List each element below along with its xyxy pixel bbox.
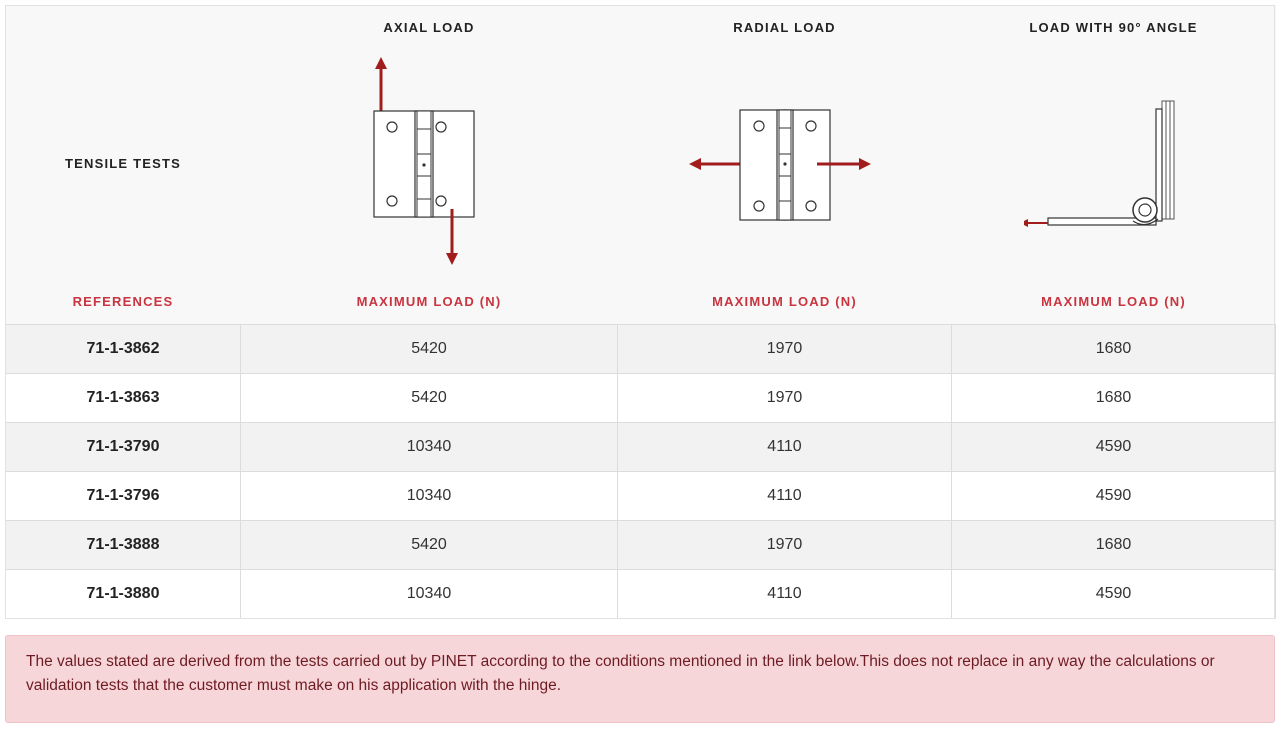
- axial-load-cell: 10340: [241, 423, 618, 472]
- reference-cell: 71-1-3880: [6, 570, 241, 619]
- angle-load-cell: 4590: [952, 472, 1276, 521]
- max-load-label-angle: MAXIMUM LOAD (N): [952, 279, 1276, 325]
- table-row: [6, 521, 1276, 570]
- table-row: [6, 325, 1276, 374]
- load-table: [5, 5, 1276, 619]
- max-load-label-axial: MAXIMUM LOAD (N): [241, 279, 618, 325]
- reference-cell: 71-1-3888: [6, 521, 241, 570]
- radial-load-cell: 4110: [618, 570, 952, 619]
- axial-load-cell: 5420: [241, 521, 618, 570]
- header-90-angle-load: LOAD WITH 90° ANGLE: [952, 5, 1276, 49]
- table-row: [6, 374, 1276, 423]
- header-axial-load: AXIAL LOAD: [241, 5, 618, 49]
- table-row: [6, 570, 1276, 619]
- axial-load-cell: 10340: [241, 472, 618, 521]
- angle-load-cell: 4590: [952, 570, 1276, 619]
- angle-load-cell: 1680: [952, 521, 1276, 570]
- radial-load-cell: 4110: [618, 472, 952, 521]
- disclaimer-text: The values stated are derived from the tests carried out by PINET according to the conditions mentioned in the link below.This does not replace in any way the calculations or validation tests that the customer must make on his application with the hinge.: [26, 653, 1215, 694]
- table-row: [6, 472, 1276, 521]
- reference-cell: 71-1-3863: [6, 374, 241, 423]
- angle-load-cell: 1680: [952, 374, 1276, 423]
- header-empty: [6, 5, 241, 49]
- hinge-90-degree-load-diagram-icon: [1024, 49, 1204, 279]
- axial-load-cell: 5420: [241, 374, 618, 423]
- axial-load-cell: 10340: [241, 570, 618, 619]
- tensile-tests-label-cell: [6, 49, 241, 279]
- reference-cell: 71-1-3862: [6, 325, 241, 374]
- angle-load-cell: 4590: [952, 423, 1276, 472]
- disclaimer-alert: [5, 635, 1275, 723]
- angle-load-cell: 1680: [952, 325, 1276, 374]
- radial-diagram-cell: [618, 49, 952, 279]
- radial-load-cell: 1970: [618, 521, 952, 570]
- references-label: REFERENCES: [6, 279, 241, 325]
- tensile-tests-label: TENSILE TESTS: [64, 156, 181, 171]
- radial-load-cell: 1970: [618, 325, 952, 374]
- reference-cell: 71-1-3790: [6, 423, 241, 472]
- header-radial-load: RADIAL LOAD: [618, 5, 952, 49]
- axial-load-cell: 5420: [241, 325, 618, 374]
- hinge-axial-load-diagram-icon: [354, 49, 504, 279]
- reference-cell: 71-1-3796: [6, 472, 241, 521]
- radial-load-cell: 4110: [618, 423, 952, 472]
- load-table-container: [5, 5, 1275, 619]
- hinge-radial-load-diagram-icon: [685, 49, 885, 279]
- angle-diagram-cell: [952, 49, 1276, 279]
- table-row: [6, 423, 1276, 472]
- axial-diagram-cell: [241, 49, 618, 279]
- radial-load-cell: 1970: [618, 374, 952, 423]
- max-load-label-radial: MAXIMUM LOAD (N): [618, 279, 952, 325]
